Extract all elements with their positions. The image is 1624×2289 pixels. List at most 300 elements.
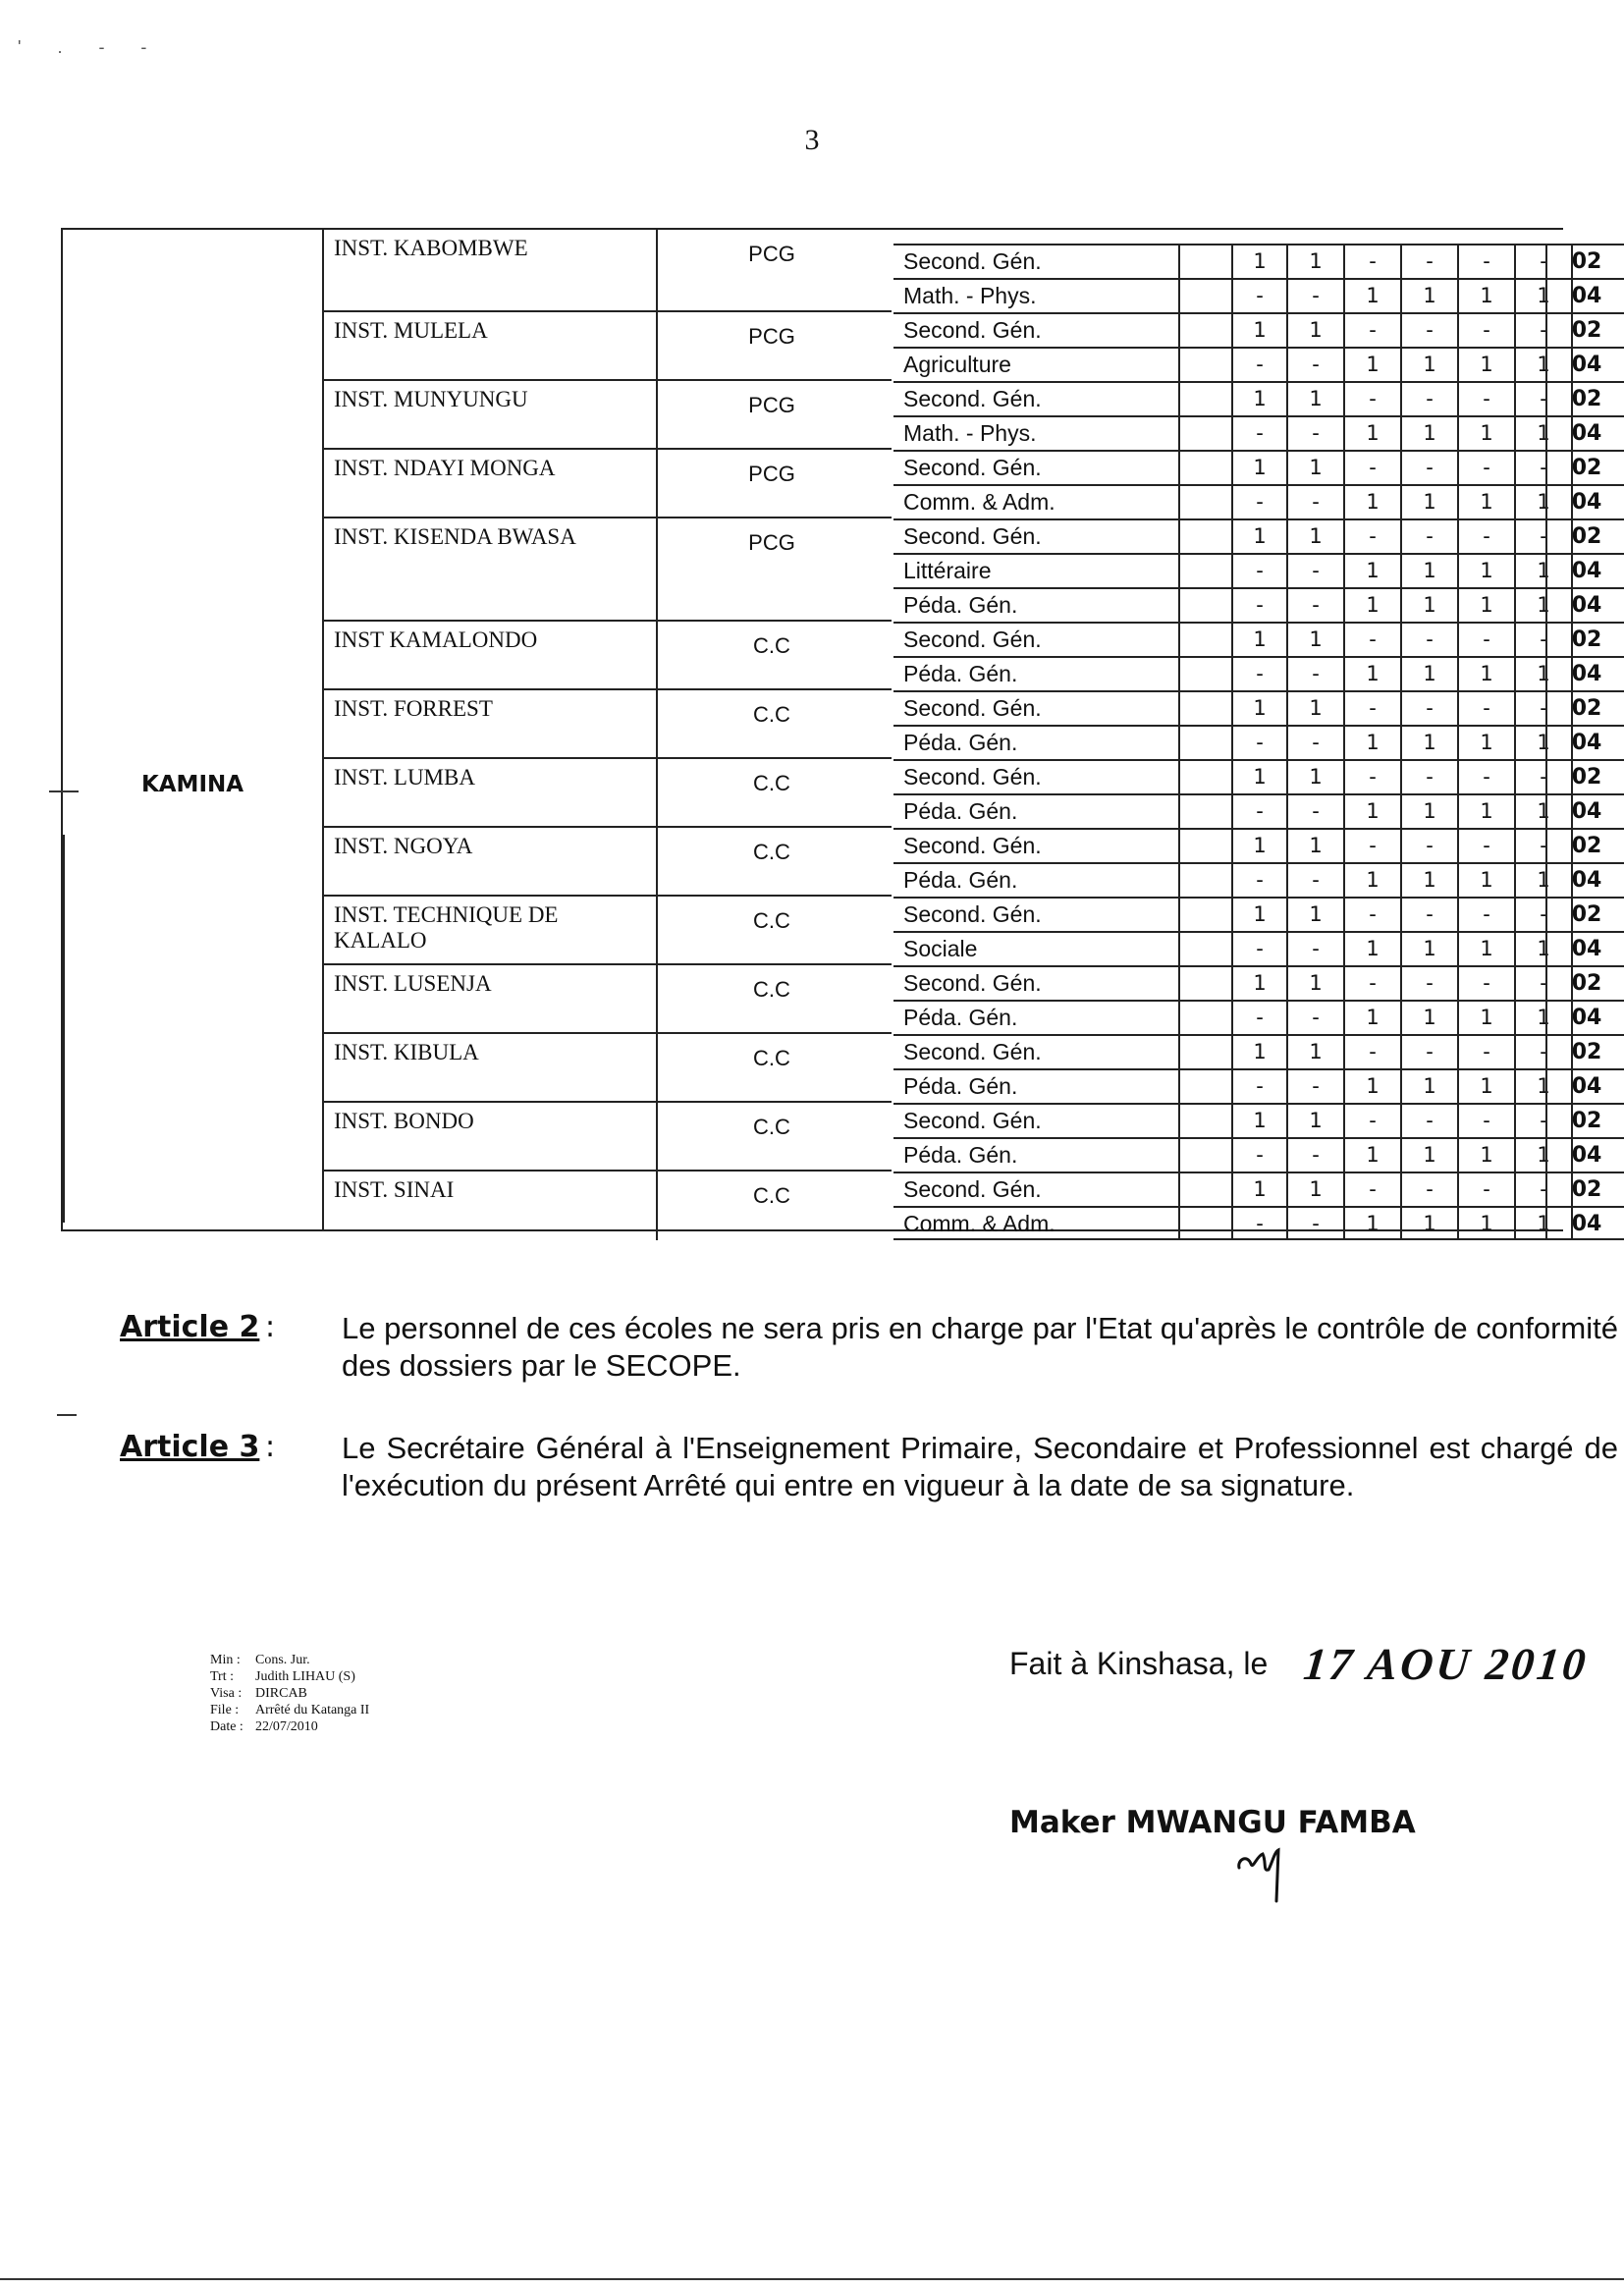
table-row (893, 1172, 1624, 1206)
grade-cell: - (1459, 899, 1516, 931)
grade-cell: - (1402, 314, 1459, 347)
table-row (893, 793, 1624, 828)
column-divider (656, 759, 658, 826)
total-cell: 04 (1545, 658, 1624, 690)
total-cell: 04 (1545, 486, 1624, 518)
school-name: INST. NGOYA (334, 834, 473, 858)
article-3-separator: : (265, 1430, 276, 1464)
option-label: Math. - Phys. (893, 417, 1180, 450)
grade-cell: 1 (1288, 383, 1345, 415)
total-cell: 02 (1545, 692, 1624, 725)
grade-cell: - (1402, 899, 1459, 931)
table-row (893, 553, 1624, 587)
option-label: Second. Gén. (893, 1105, 1180, 1137)
grade-cell: 1 (1288, 1036, 1345, 1068)
grade-cell: 1 (1288, 830, 1345, 862)
grade-cell: 1 (1231, 761, 1288, 793)
margin-tick (57, 1414, 77, 1416)
column-divider (656, 622, 658, 688)
grade-cell: - (1345, 452, 1402, 484)
grade-cell: - (1516, 245, 1573, 278)
grade-cell: - (1231, 555, 1288, 587)
grade-cell: 1 (1231, 452, 1288, 484)
grade-cell: 1 (1402, 1070, 1459, 1103)
school-name: INST. TECHNIQUE DE KALALO (334, 902, 559, 953)
grade-cell: - (1288, 727, 1345, 759)
grade-cell: - (1288, 933, 1345, 965)
grade-cell: 1 (1345, 486, 1402, 518)
bottom-rule (0, 2278, 1624, 2280)
grade-cell: - (1402, 1173, 1459, 1206)
table-row (893, 622, 1624, 656)
grade-cell: - (1402, 520, 1459, 553)
grade-cell: - (1231, 933, 1288, 965)
grade-cell: - (1345, 383, 1402, 415)
grade-cell: 1 (1345, 417, 1402, 450)
grade-cell: 1 (1516, 933, 1573, 965)
school-type: PCG (748, 242, 795, 266)
grade-cell: 1 (1402, 417, 1459, 450)
option-label: Péda. Gén. (893, 589, 1180, 622)
grade-cell: 1 (1231, 624, 1288, 656)
total-cell: 02 (1545, 967, 1624, 1000)
article-2-text: Le personnel de ces écoles ne sera pris en charge par l'Etat qu'après le contrôle de conformité des dossiers par le SECOPE. (342, 1311, 1618, 1383)
grade-cell: - (1345, 1173, 1402, 1206)
grade-cell: 1 (1345, 1002, 1402, 1034)
article-2-label: Article 2 (120, 1310, 260, 1344)
table-row (893, 1103, 1624, 1137)
grade-cell: - (1402, 383, 1459, 415)
school-block (322, 450, 892, 518)
grade-cell: 1 (1402, 864, 1459, 897)
grade-cell: 1 (1288, 692, 1345, 725)
article-2-separator: : (265, 1310, 276, 1344)
total-cell: 02 (1545, 1105, 1624, 1137)
table-row (893, 931, 1624, 965)
grade-cell: 1 (1231, 830, 1288, 862)
grade-cell: 1 (1288, 1105, 1345, 1137)
grade-cell: 1 (1459, 349, 1516, 381)
grade-cell: - (1288, 1070, 1345, 1103)
grade-cell: - (1288, 417, 1345, 450)
grade-cell: 1 (1345, 795, 1402, 828)
margin-tick (49, 790, 79, 792)
grade-cell: 1 (1459, 658, 1516, 690)
column-divider (656, 690, 658, 757)
grade-cell: 1 (1402, 658, 1459, 690)
grade-cell: - (1231, 864, 1288, 897)
grade-cell: 1 (1516, 727, 1573, 759)
grade-cell: 1 (1402, 589, 1459, 622)
grade-cell: - (1459, 1105, 1516, 1137)
table-row (893, 1000, 1624, 1034)
option-label: Comm. & Adm. (893, 486, 1180, 518)
grade-cell: 1 (1516, 555, 1573, 587)
table-row (893, 381, 1624, 415)
grade-cell: - (1231, 417, 1288, 450)
grade-cell: - (1402, 761, 1459, 793)
grade-cell: - (1288, 280, 1345, 312)
grade-cell: 1 (1402, 280, 1459, 312)
grade-cell: - (1345, 314, 1402, 347)
total-cell: 02 (1545, 452, 1624, 484)
page-number: 3 (804, 124, 820, 156)
reference-line: Min : Cons. Jur. (210, 1653, 310, 1667)
reference-line: Visa : DIRCAB (210, 1686, 307, 1701)
total-cell: 02 (1545, 830, 1624, 862)
total-cell: 04 (1545, 727, 1624, 759)
school-type: PCG (748, 530, 795, 555)
table-row (893, 244, 1624, 278)
table-row (893, 1137, 1624, 1172)
grade-cell: - (1345, 1036, 1402, 1068)
grade-cell: - (1459, 452, 1516, 484)
grade-cell: 1 (1231, 1036, 1288, 1068)
grade-cell: - (1345, 692, 1402, 725)
grade-cell: 1 (1231, 899, 1288, 931)
option-label: Péda. Gén. (893, 1139, 1180, 1172)
grade-cell: - (1516, 899, 1573, 931)
table-row (893, 1034, 1624, 1068)
option-label: Second. Gén. (893, 314, 1180, 347)
grade-cell: 1 (1516, 417, 1573, 450)
school-name: INST. KABOMBWE (334, 236, 528, 260)
school-block (322, 759, 892, 828)
grade-cell: - (1402, 1036, 1459, 1068)
grade-cell: - (1459, 761, 1516, 793)
school-type: PCG (748, 462, 795, 486)
grade-cell: - (1345, 761, 1402, 793)
grade-cell: - (1402, 452, 1459, 484)
grade-cell: 1 (1459, 555, 1516, 587)
grade-cell: - (1459, 1173, 1516, 1206)
option-label: Second. Gén. (893, 967, 1180, 1000)
table-row (893, 690, 1624, 725)
grade-cell: 1 (1288, 761, 1345, 793)
school-block (322, 965, 892, 1034)
total-cell: 02 (1545, 383, 1624, 415)
grade-cell: 1 (1231, 967, 1288, 1000)
grade-cell: - (1459, 624, 1516, 656)
grade-cell: - (1231, 658, 1288, 690)
option-label: Péda. Gén. (893, 1070, 1180, 1103)
grade-cell: 1 (1516, 280, 1573, 312)
grade-cell: - (1459, 314, 1516, 347)
grade-cell: 1 (1345, 727, 1402, 759)
school-name: INST. BONDO (334, 1109, 474, 1133)
grade-cell: - (1288, 1139, 1345, 1172)
total-cell: 02 (1545, 314, 1624, 347)
option-label: Péda. Gén. (893, 1002, 1180, 1034)
grade-cell: - (1402, 624, 1459, 656)
grade-cell: 1 (1288, 1173, 1345, 1206)
grade-cell: 1 (1345, 280, 1402, 312)
option-label: Second. Gén. (893, 1036, 1180, 1068)
column-divider (656, 230, 658, 310)
grade-cell: 1 (1231, 520, 1288, 553)
option-label: Agriculture (893, 349, 1180, 381)
school-type: C.C (753, 771, 790, 795)
column-divider (656, 1034, 658, 1101)
total-cell: 04 (1545, 1208, 1624, 1240)
total-cell: 04 (1545, 349, 1624, 381)
grade-cell: 1 (1345, 1139, 1402, 1172)
school-block (322, 1034, 892, 1103)
table-row (893, 415, 1624, 450)
school-block (322, 381, 892, 450)
column-divider (656, 312, 658, 379)
total-cell: 04 (1545, 795, 1624, 828)
grade-cell: - (1516, 624, 1573, 656)
table-row (893, 1068, 1624, 1103)
grade-cell: 1 (1459, 486, 1516, 518)
total-cell: 02 (1545, 520, 1624, 553)
column-divider (656, 1172, 658, 1240)
table-row (893, 587, 1624, 622)
table-row (893, 725, 1624, 759)
grade-cell: - (1231, 1070, 1288, 1103)
option-label: Littéraire (893, 555, 1180, 587)
table-row (893, 965, 1624, 1000)
school-name: INST. FORREST (334, 696, 493, 721)
column-divider (656, 1103, 658, 1170)
grade-cell: - (1402, 967, 1459, 1000)
school-block (322, 622, 892, 690)
grade-cell: 1 (1345, 933, 1402, 965)
total-cell: 04 (1545, 555, 1624, 587)
grade-cell: 1 (1288, 245, 1345, 278)
grade-cell: 1 (1516, 864, 1573, 897)
grade-cell: 1 (1345, 1208, 1402, 1240)
article-3-label: Article 3 (120, 1430, 260, 1464)
grade-cell: - (1345, 830, 1402, 862)
school-name: INST. KIBULA (334, 1040, 479, 1064)
grade-cell: 1 (1459, 1208, 1516, 1240)
grade-cell: - (1345, 520, 1402, 553)
grade-cell: 1 (1402, 795, 1459, 828)
school-name: INST. LUSENJA (334, 971, 492, 996)
grade-cell: - (1516, 314, 1573, 347)
school-name: INST. SINAI (334, 1177, 455, 1202)
school-type: C.C (753, 977, 790, 1002)
grade-cell: 1 (1345, 1070, 1402, 1103)
table-row (893, 828, 1624, 862)
grade-cell: 1 (1459, 1070, 1516, 1103)
grade-cell: - (1231, 1139, 1288, 1172)
grade-cell: 1 (1402, 1002, 1459, 1034)
school-name: INST. MUNYUNGU (334, 387, 528, 411)
school-type: C.C (753, 1115, 790, 1139)
total-cell: 02 (1545, 1173, 1624, 1206)
date-stamp: 17 AOU 2010 (1301, 1639, 1592, 1689)
city-column (61, 230, 324, 1229)
total-cell: 04 (1545, 1070, 1624, 1103)
grade-cell: - (1345, 967, 1402, 1000)
grade-cell: - (1459, 245, 1516, 278)
school-name: INST. KISENDA BWASA (334, 524, 576, 549)
school-type: C.C (753, 1046, 790, 1070)
grade-cell: 1 (1516, 1070, 1573, 1103)
option-label: Second. Gén. (893, 692, 1180, 725)
grade-cell: - (1516, 1036, 1573, 1068)
grade-cell: 1 (1459, 864, 1516, 897)
option-label: Second. Gén. (893, 383, 1180, 415)
grade-cell: - (1345, 899, 1402, 931)
school-type: PCG (748, 324, 795, 349)
school-type: C.C (753, 702, 790, 727)
option-label: Péda. Gén. (893, 795, 1180, 828)
grade-cell: - (1231, 486, 1288, 518)
grade-cell: 1 (1459, 417, 1516, 450)
grade-cell: 1 (1459, 1002, 1516, 1034)
option-label: Second. Gén. (893, 761, 1180, 793)
table-row (893, 862, 1624, 897)
city-name: KAMINA (140, 772, 244, 797)
reference-line: Date : 22/07/2010 (210, 1719, 318, 1734)
grade-cell: - (1288, 589, 1345, 622)
grade-cell: 1 (1288, 899, 1345, 931)
column-divider (656, 897, 658, 963)
grade-cell: - (1231, 349, 1288, 381)
column-divider (656, 450, 658, 517)
grade-cell: - (1516, 452, 1573, 484)
option-label: Péda. Gén. (893, 658, 1180, 690)
grade-cell: 1 (1231, 383, 1288, 415)
grade-cell: 1 (1288, 520, 1345, 553)
grade-cell: 1 (1402, 1208, 1459, 1240)
option-label: Second. Gén. (893, 520, 1180, 553)
grade-cell: - (1288, 486, 1345, 518)
grade-cell: 1 (1516, 486, 1573, 518)
grade-cell: - (1288, 658, 1345, 690)
grade-cell: 1 (1516, 795, 1573, 828)
grade-cell: 1 (1459, 1139, 1516, 1172)
grade-cell: - (1402, 830, 1459, 862)
grade-cell: - (1402, 1105, 1459, 1137)
option-label: Second. Gén. (893, 1173, 1180, 1206)
reference-block (210, 1652, 369, 1735)
total-cell: 04 (1545, 417, 1624, 450)
grade-cell: 1 (1459, 933, 1516, 965)
grade-cell: - (1516, 520, 1573, 553)
total-cell: 04 (1545, 280, 1624, 312)
grade-cell: - (1345, 1105, 1402, 1137)
grade-cell: 1 (1345, 555, 1402, 587)
table-row (893, 312, 1624, 347)
option-label: Second. Gén. (893, 245, 1180, 278)
signatory-name: Maker MWANGU FAMBA (1009, 1805, 1416, 1840)
school-name: INST. LUMBA (334, 765, 475, 790)
table-row (893, 897, 1624, 931)
grade-cell: 1 (1288, 314, 1345, 347)
option-label: Comm. & Adm. (893, 1208, 1180, 1240)
option-label: Second. Gén. (893, 452, 1180, 484)
grade-cell: - (1231, 1002, 1288, 1034)
column-divider (656, 828, 658, 895)
table-row (893, 484, 1624, 518)
place-line: Fait à Kinshasa, le (1009, 1646, 1269, 1681)
table-row (893, 1206, 1624, 1240)
school-type: C.C (753, 840, 790, 864)
grade-cell: 1 (1459, 727, 1516, 759)
grade-cell: 1 (1231, 245, 1288, 278)
grade-cell: 1 (1516, 349, 1573, 381)
school-block (322, 312, 892, 381)
grade-cell: 1 (1288, 624, 1345, 656)
grade-cell: - (1459, 967, 1516, 1000)
school-name: INST KAMALONDO (334, 627, 538, 652)
grade-cell: 1 (1402, 1139, 1459, 1172)
school-type: C.C (753, 633, 790, 658)
school-block (322, 897, 892, 965)
grade-cell: 1 (1402, 727, 1459, 759)
margin-line (63, 835, 65, 1223)
school-type: PCG (748, 393, 795, 417)
grade-cell: 1 (1402, 349, 1459, 381)
grade-cell: - (1516, 1105, 1573, 1137)
grade-cell: - (1231, 727, 1288, 759)
grade-cell: - (1516, 967, 1573, 1000)
article-3-text: Le Secrétaire Général à l'Enseignement Primaire, Secondaire et Professionnel est chargé de l'exécution du présent Arrêté qui entre en vigueur à la date de sa signature. (342, 1431, 1618, 1502)
column-divider (656, 518, 658, 620)
option-label: Second. Gén. (893, 830, 1180, 862)
school-block (322, 690, 892, 759)
school-block (322, 230, 892, 312)
grade-cell: - (1288, 349, 1345, 381)
total-cell: 02 (1545, 899, 1624, 931)
reference-line: File : Arrêté du Katanga II (210, 1703, 370, 1717)
grade-cell: - (1516, 383, 1573, 415)
option-label: Péda. Gén. (893, 727, 1180, 759)
total-cell: 04 (1545, 933, 1624, 965)
grade-cell: 1 (1345, 349, 1402, 381)
grade-cell: 1 (1516, 658, 1573, 690)
grade-cell: 1 (1231, 314, 1288, 347)
school-block (322, 828, 892, 897)
grade-cell: - (1459, 520, 1516, 553)
grade-cell: 1 (1516, 589, 1573, 622)
grade-cell: - (1402, 245, 1459, 278)
grade-cell: - (1516, 1173, 1573, 1206)
grade-cell: 1 (1516, 1208, 1573, 1240)
grade-cell: - (1288, 1002, 1345, 1034)
school-block (322, 1103, 892, 1172)
grade-cell: - (1459, 692, 1516, 725)
grade-cell: - (1288, 555, 1345, 587)
grade-cell: 1 (1231, 1105, 1288, 1137)
total-cell: 02 (1545, 761, 1624, 793)
grade-cell: 1 (1402, 933, 1459, 965)
grade-cell: - (1231, 1208, 1288, 1240)
grade-cell: - (1345, 245, 1402, 278)
grade-cell: 1 (1288, 967, 1345, 1000)
reference-line: Trt : Judith LIHAU (S) (210, 1669, 355, 1684)
grade-cell: 1 (1288, 452, 1345, 484)
table-row (893, 278, 1624, 312)
option-label: Math. - Phys. (893, 280, 1180, 312)
corner-marks: ' . - - (18, 37, 163, 57)
grade-cell: 1 (1459, 589, 1516, 622)
total-cell: 02 (1545, 1036, 1624, 1068)
table-row (893, 518, 1624, 553)
grade-cell: - (1231, 280, 1288, 312)
grade-cell: - (1459, 1036, 1516, 1068)
table-row (893, 347, 1624, 381)
total-cell: 04 (1545, 589, 1624, 622)
school-name: INST. NDAYI MONGA (334, 456, 556, 480)
school-block (322, 1172, 892, 1240)
school-table (61, 228, 1602, 1236)
